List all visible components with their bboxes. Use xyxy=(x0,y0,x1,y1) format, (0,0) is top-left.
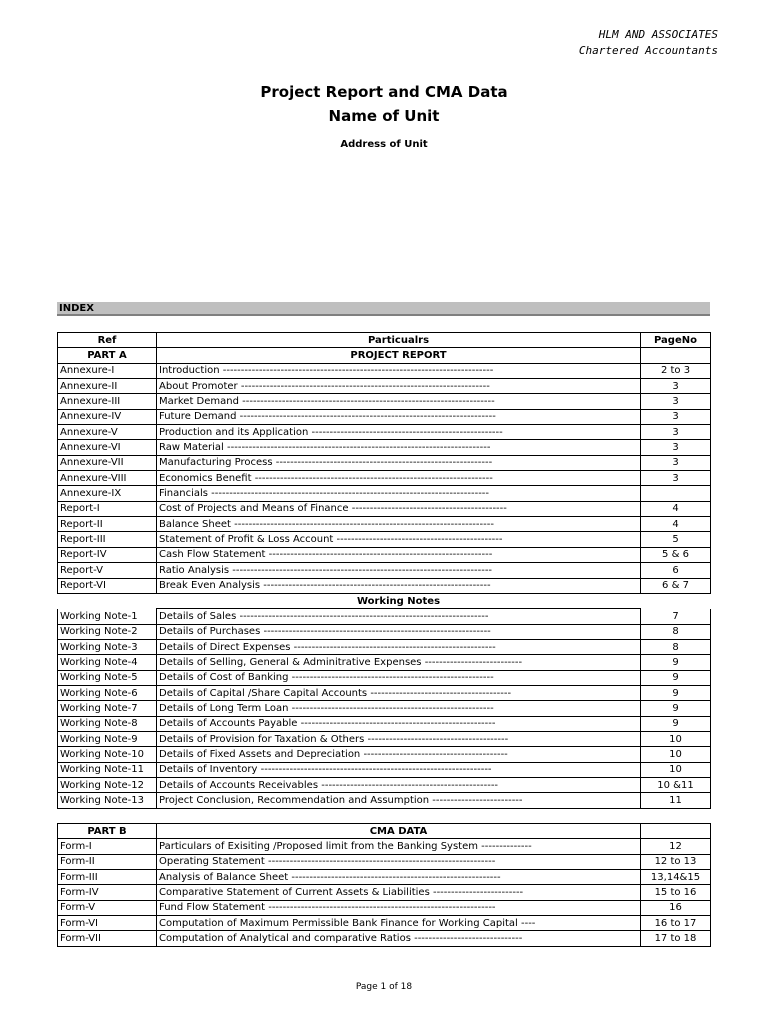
ref-cell: Working Note-6 xyxy=(58,685,157,700)
page-cell xyxy=(641,486,711,501)
working-notes-header-row xyxy=(58,593,711,608)
particulars-cell: Details of Accounts Payable ------------------------------------------------------ xyxy=(157,716,641,731)
page-cell: 3 xyxy=(641,440,711,455)
ref-cell: Annexure-II xyxy=(58,379,157,394)
page-cell: 7 xyxy=(641,609,711,624)
particulars-cell: Ratio Analysis ------------------------------------------------------------------------ xyxy=(157,563,641,578)
page-cell: 3 xyxy=(641,409,711,424)
ref-cell: Annexure-IV xyxy=(58,409,157,424)
particulars-cell: Introduction --------------------------------------------------------------------------- xyxy=(157,363,641,378)
index-row xyxy=(58,547,711,562)
page-cell: 8 xyxy=(641,639,711,654)
particulars-cell: Statement of Profit & Loss Account ---------------------------------------------- xyxy=(157,532,641,547)
ref-cell: Form-III xyxy=(58,870,157,885)
ref-cell: Working Note-4 xyxy=(58,655,157,670)
particulars-cell: Balance Sheet ------------------------------------------------------------------------ xyxy=(157,517,641,532)
ref-cell: Working Note-7 xyxy=(58,701,157,716)
column-header-row xyxy=(58,333,711,348)
index-row xyxy=(58,471,711,486)
column-page: PageNo xyxy=(641,333,711,348)
index-row xyxy=(58,747,711,762)
particulars-cell: Details of Capital /Share Capital Accounts --------------------------------------- xyxy=(157,685,641,700)
ref-cell: Working Note-11 xyxy=(58,762,157,777)
particulars-cell: Details of Purchases --------------------------------------------------------------- xyxy=(157,624,641,639)
ref-cell: Form-IV xyxy=(58,885,157,900)
column-particulars: Particualrs xyxy=(157,333,641,348)
ref-cell: Form-I xyxy=(58,839,157,854)
ref-cell: Working Note-5 xyxy=(58,670,157,685)
index-row xyxy=(58,655,711,670)
page-cell: 3 xyxy=(641,425,711,440)
part-a-page-cell xyxy=(641,348,711,363)
page-cell: 5 & 6 xyxy=(641,547,711,562)
ref-cell: Annexure-V xyxy=(58,425,157,440)
index-row xyxy=(58,517,711,532)
particulars-cell: Production and its Application ----------------------------------------------------- xyxy=(157,425,641,440)
index-row xyxy=(58,762,711,777)
index-row xyxy=(58,793,711,808)
ref-cell: Form-V xyxy=(58,900,157,915)
index-row xyxy=(58,563,711,578)
index-row xyxy=(58,685,711,700)
index-row xyxy=(58,900,711,915)
ref-cell: Working Note-8 xyxy=(58,716,157,731)
column-ref: Ref xyxy=(58,333,157,348)
index-heading: INDEX xyxy=(57,302,710,316)
part-a-header-row xyxy=(58,348,711,363)
index-row xyxy=(58,609,711,624)
ref-cell: Annexure-VI xyxy=(58,440,157,455)
index-row xyxy=(58,440,711,455)
page-cell: 3 xyxy=(641,394,711,409)
page-cell: 10 xyxy=(641,762,711,777)
ref-cell: Annexure-VIII xyxy=(58,471,157,486)
page-cell: 10 &11 xyxy=(641,777,711,792)
particulars-cell: Particulars of Exisiting /Proposed limit from the Banking System -------------- xyxy=(157,839,641,854)
particulars-cell: Details of Accounts Receivables ------------------------------------------------- xyxy=(157,777,641,792)
part-b-label: PART B xyxy=(58,824,157,839)
page-cell: 4 xyxy=(641,501,711,516)
ref-cell: Working Note-9 xyxy=(58,731,157,746)
ref-cell: Working Note-12 xyxy=(58,777,157,792)
particulars-cell: Manufacturing Process ------------------------------------------------------------ xyxy=(157,455,641,470)
ref-cell: Form-VII xyxy=(58,931,157,946)
ref-cell: Report-V xyxy=(58,563,157,578)
blank-cell xyxy=(58,593,157,608)
index-row xyxy=(58,409,711,424)
firm-name: HLM AND ASSOCIATES xyxy=(598,28,718,41)
particulars-cell: Financials ----------------------------------------------------------------------------- xyxy=(157,486,641,501)
index-row xyxy=(58,701,711,716)
index-row xyxy=(58,363,711,378)
ref-cell: Working Note-1 xyxy=(58,609,157,624)
particulars-cell: Details of Sales --------------------------------------------------------------------- xyxy=(157,609,641,624)
page-cell: 16 xyxy=(641,900,711,915)
index-row xyxy=(58,394,711,409)
particulars-cell: Details of Direct Expenses -------------------------------------------------------- xyxy=(157,639,641,654)
index-row xyxy=(58,639,711,654)
page-cell: 3 xyxy=(641,471,711,486)
part-b-page-cell xyxy=(641,824,711,839)
particulars-cell: Operating Statement --------------------------------------------------------------- xyxy=(157,854,641,869)
page-cell: 16 to 17 xyxy=(641,916,711,931)
particulars-cell: Details of Fixed Assets and Depreciation ---------------------------------------- xyxy=(157,747,641,762)
particulars-cell: Details of Long Term Loan -------------------------------------------------------- xyxy=(157,701,641,716)
ref-cell: Working Note-13 xyxy=(58,793,157,808)
page-cell: 2 to 3 xyxy=(641,363,711,378)
index-row xyxy=(58,716,711,731)
particulars-cell: About Promoter --------------------------------------------------------------------- xyxy=(157,379,641,394)
page-cell: 9 xyxy=(641,670,711,685)
ref-cell: Working Note-10 xyxy=(58,747,157,762)
page-cell: 9 xyxy=(641,701,711,716)
ref-cell: Report-II xyxy=(58,517,157,532)
ref-cell: Form-II xyxy=(58,854,157,869)
ref-cell: Annexure-I xyxy=(58,363,157,378)
index-row xyxy=(58,624,711,639)
index-row xyxy=(58,870,711,885)
ref-cell: Form-VI xyxy=(58,916,157,931)
particulars-cell: Market Demand ---------------------------------------------------------------------- xyxy=(157,394,641,409)
page-cell: 10 xyxy=(641,731,711,746)
index-table-part-b xyxy=(57,823,711,947)
page-cell: 6 & 7 xyxy=(641,578,711,593)
page-cell: 17 to 18 xyxy=(641,931,711,946)
ref-cell: Report-VI xyxy=(58,578,157,593)
part-b-title: CMA DATA xyxy=(157,824,641,839)
particulars-cell: Details of Inventory ---------------------------------------------------------------- xyxy=(157,762,641,777)
page-cell: 13,14&15 xyxy=(641,870,711,885)
index-row xyxy=(58,425,711,440)
particulars-cell: Cost of Projects and Means of Finance ------------------------------------------- xyxy=(157,501,641,516)
page-number: Page 1 of 18 xyxy=(355,982,413,992)
index-row xyxy=(58,501,711,516)
firm-subtitle: Chartered Accountants xyxy=(578,44,718,57)
part-b-header-row xyxy=(58,824,711,839)
page-cell: 3 xyxy=(641,379,711,394)
page-cell: 9 xyxy=(641,685,711,700)
index-row xyxy=(58,578,711,593)
particulars-cell: Fund Flow Statement --------------------------------------------------------------- xyxy=(157,900,641,915)
page-cell: 12 to 13 xyxy=(641,854,711,869)
unit-name: Name of Unit xyxy=(328,107,440,125)
page-cell: 4 xyxy=(641,517,711,532)
index-row xyxy=(58,854,711,869)
particulars-cell: Economics Benefit ------------------------------------------------------------------ xyxy=(157,471,641,486)
page-cell: 8 xyxy=(641,624,711,639)
particulars-cell: Cash Flow Statement -------------------------------------------------------------- xyxy=(157,547,641,562)
index-row xyxy=(58,670,711,685)
index-row xyxy=(58,532,711,547)
particulars-cell: Analysis of Balance Sheet ---------------------------------------------------------- xyxy=(157,870,641,885)
index-row xyxy=(58,731,711,746)
particulars-cell: Computation of Analytical and comparative Ratios ------------------------------ xyxy=(157,931,641,946)
page-cell: 9 xyxy=(641,716,711,731)
index-row xyxy=(58,455,711,470)
index-row xyxy=(58,916,711,931)
unit-address: Address of Unit xyxy=(340,139,428,150)
part-a-label: PART A xyxy=(58,348,157,363)
ref-cell: Working Note-3 xyxy=(58,639,157,654)
particulars-cell: Details of Cost of Banking -------------------------------------------------------- xyxy=(157,670,641,685)
particulars-cell: Comparative Statement of Current Assets & Liabilities ------------------------- xyxy=(157,885,641,900)
page-cell: 10 xyxy=(641,747,711,762)
page-cell: 15 to 16 xyxy=(641,885,711,900)
ref-cell: Report-I xyxy=(58,501,157,516)
ref-cell: Annexure-IX xyxy=(58,486,157,501)
index-row xyxy=(58,931,711,946)
ref-cell: Report-III xyxy=(58,532,157,547)
page-cell: 11 xyxy=(641,793,711,808)
part-a-title: PROJECT REPORT xyxy=(157,348,641,363)
particulars-cell: Raw Material ------------------------------------------------------------------------- xyxy=(157,440,641,455)
blank-cell xyxy=(641,593,711,608)
index-row xyxy=(58,379,711,394)
ref-cell: Working Note-2 xyxy=(58,624,157,639)
particulars-cell: Details of Selling, General & Adminitrative Expenses --------------------------- xyxy=(157,655,641,670)
index-row xyxy=(58,839,711,854)
particulars-cell: Break Even Analysis --------------------------------------------------------------- xyxy=(157,578,641,593)
particulars-cell: Future Demand ----------------------------------------------------------------------- xyxy=(157,409,641,424)
index-table-part-a xyxy=(57,332,711,809)
index-row xyxy=(58,885,711,900)
page-cell: 6 xyxy=(641,563,711,578)
page-cell: 9 xyxy=(641,655,711,670)
page-cell: 5 xyxy=(641,532,711,547)
particulars-cell: Computation of Maximum Permissible Bank Finance for Working Capital ---- xyxy=(157,916,641,931)
ref-cell: Annexure-III xyxy=(58,394,157,409)
index-row xyxy=(58,777,711,792)
page-cell: 12 xyxy=(641,839,711,854)
ref-cell: Report-IV xyxy=(58,547,157,562)
ref-cell: Annexure-VII xyxy=(58,455,157,470)
particulars-cell: Project Conclusion, Recommendation and Assumption ------------------------- xyxy=(157,793,641,808)
page-cell: 3 xyxy=(641,455,711,470)
particulars-cell: Details of Provision for Taxation & Others --------------------------------------- xyxy=(157,731,641,746)
working-notes-label: Working Notes xyxy=(157,593,641,608)
index-row xyxy=(58,486,711,501)
document-title: Project Report and CMA Data xyxy=(260,83,508,101)
